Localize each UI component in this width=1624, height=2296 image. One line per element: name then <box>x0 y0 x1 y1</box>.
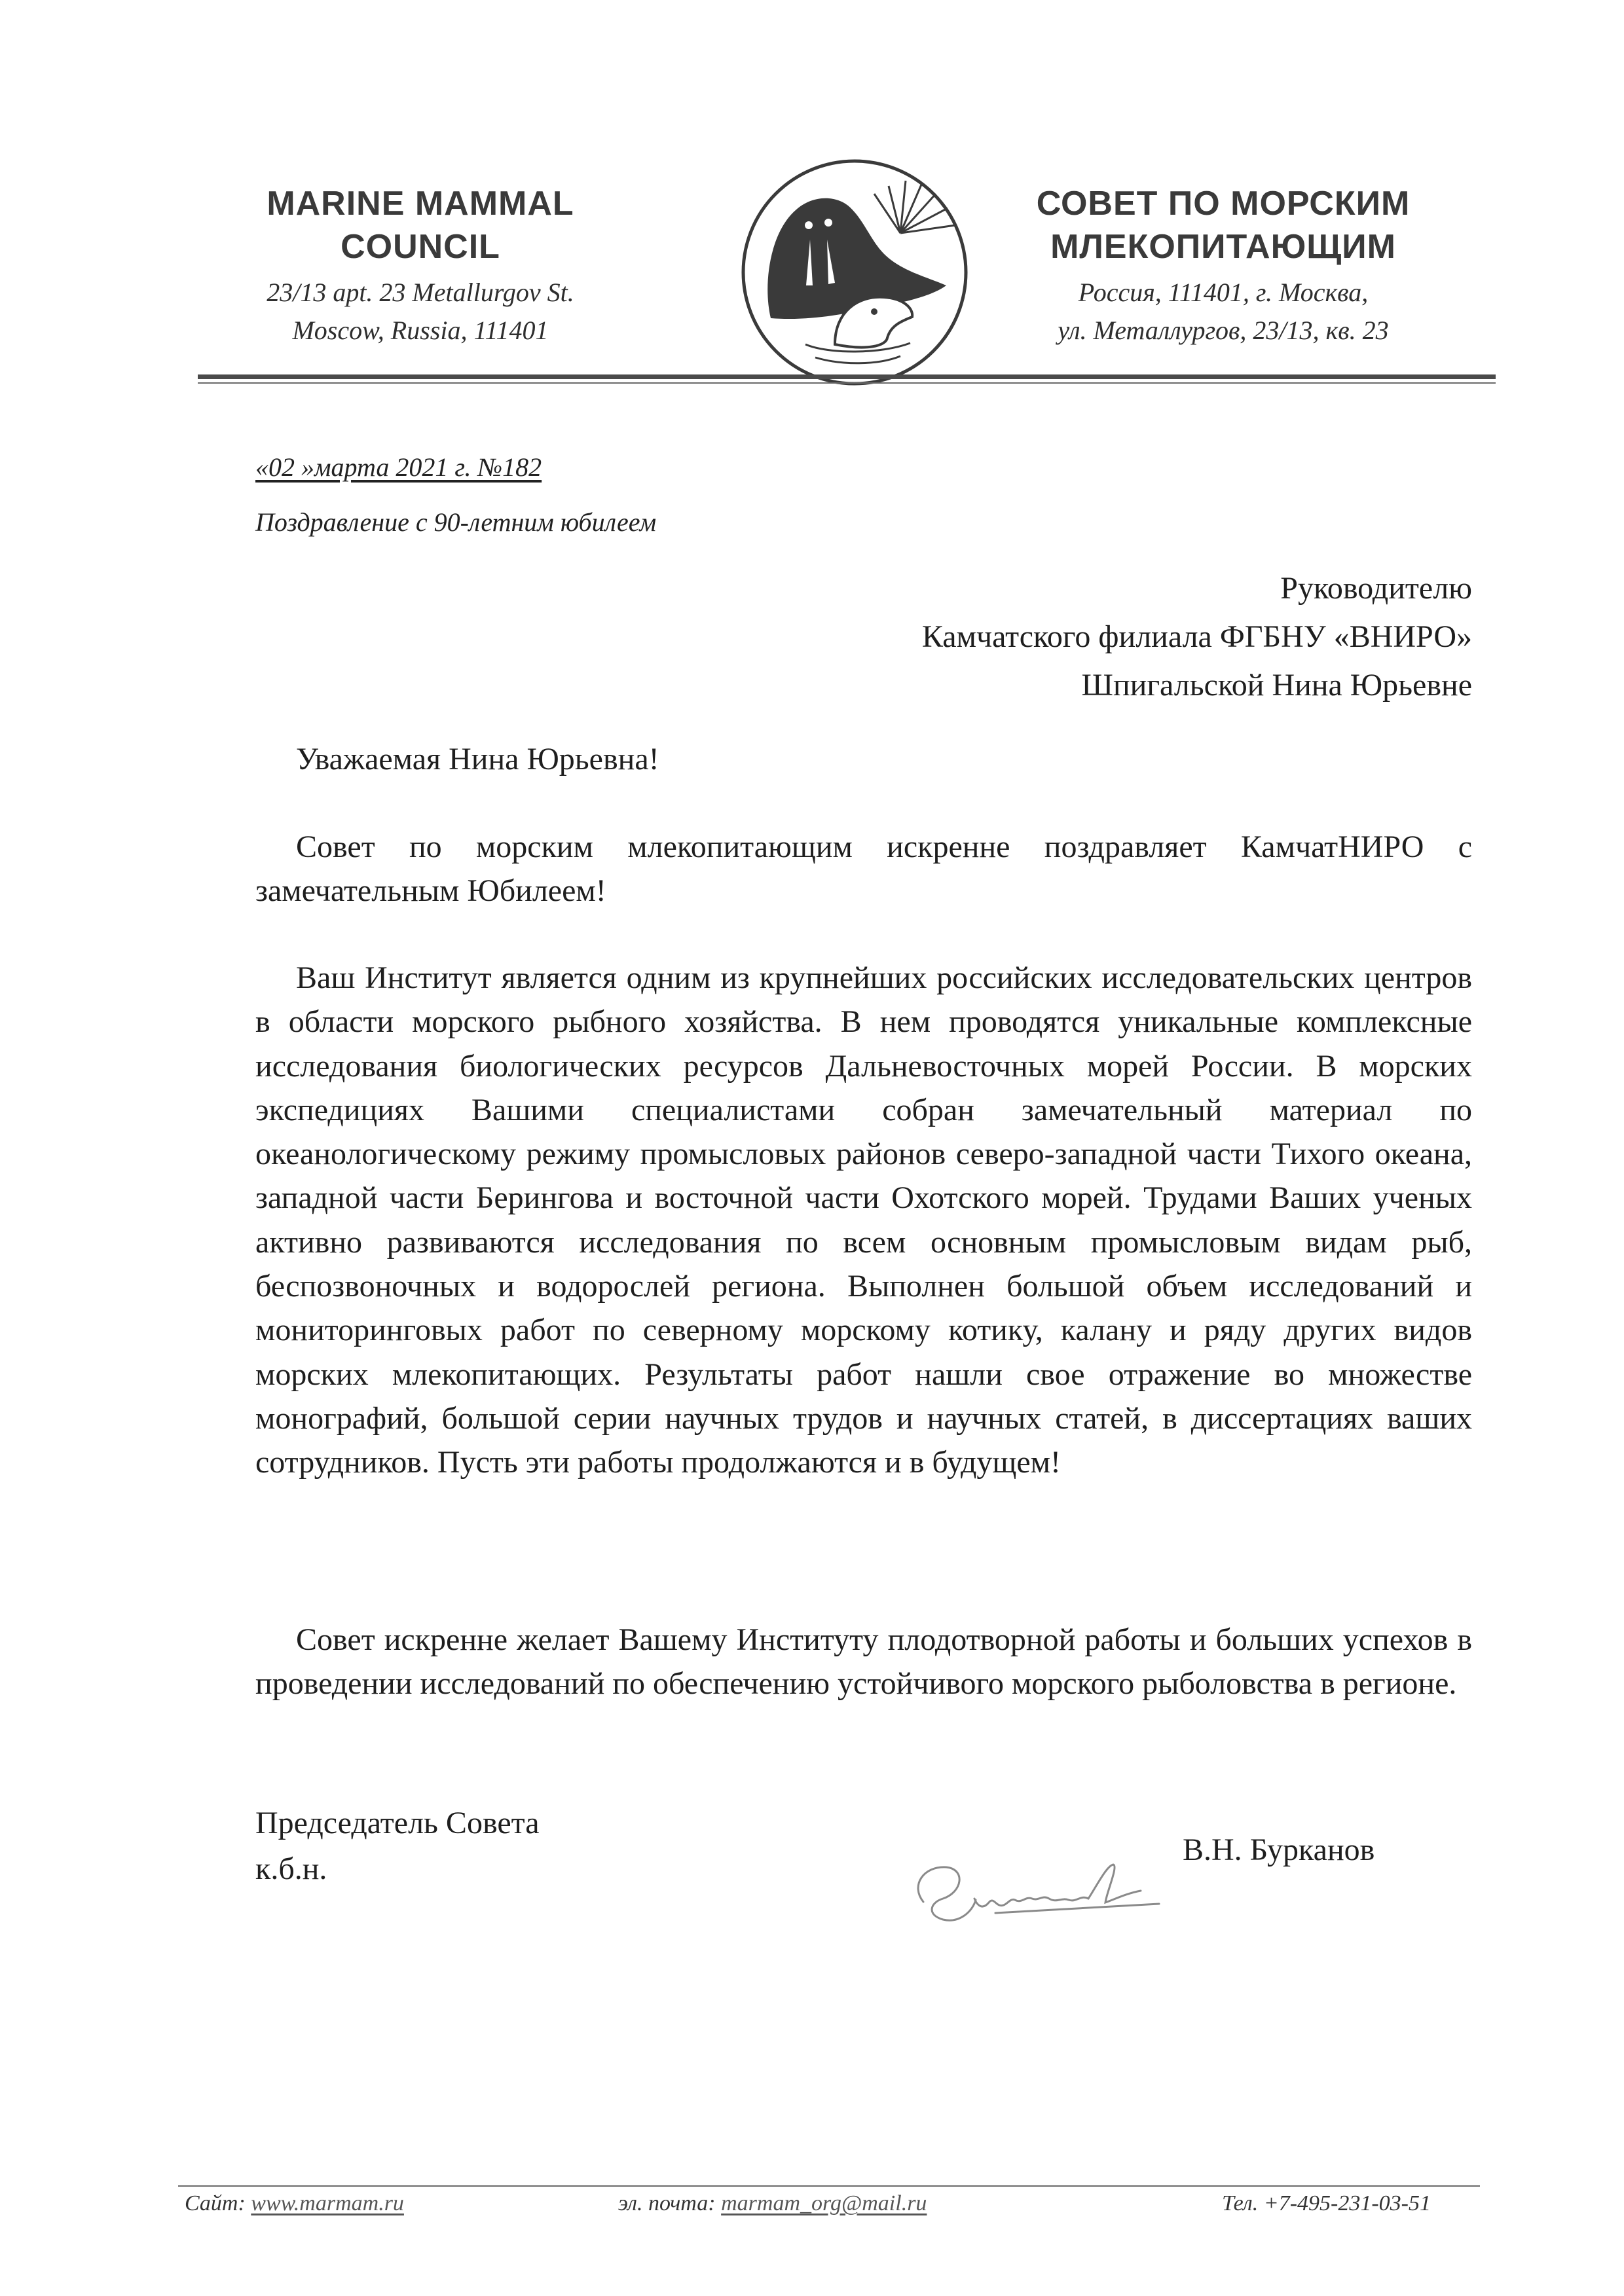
addressee-block <box>922 564 1472 710</box>
signatory-name: В.Н. Бурканов <box>1183 1832 1375 1867</box>
org-address-en <box>178 274 663 350</box>
footer-phone: Тел. +7-495-231-03-51 <box>1222 2191 1431 2215</box>
footer-email-link[interactable]: marmam_org@mail.ru <box>721 2191 927 2215</box>
footer-email-label: эл. почта: <box>618 2191 716 2215</box>
org-address-en-line2: Moscow, Russia, 111401 <box>292 316 549 345</box>
footer-site-link[interactable]: www.marmam.ru <box>251 2191 404 2215</box>
org-name-en-line1: MARINE MAMMAL <box>267 185 574 223</box>
footer-site-label: Сайт: <box>185 2191 246 2215</box>
org-name-ru-line2: МЛЕКОПИТАЮЩИМ <box>1050 228 1396 266</box>
body-paragraph-3: Совет искренне желает Вашему Институту плодотворной работы и больших успехов в проведении исследований по обеспечению устойчивого морского рыболовства в регионе. <box>255 1622 1472 1702</box>
letterhead-left-block <box>178 182 663 350</box>
body-paragraph-2: Ваш Институт является одним из крупнейших российских исследовательских центров в области морского рыбного хозяйства. В нем проводятся уникальные комплексные исследования биологических ресурсов Дальневосточных морей России. В морских экспедициях Вашими специалистами собран замечательный материал по океанологическому режиму промысловых районов северо-западной части Тихого океана, западной части Берингова и восточной части Охотского морей. Трудами Ваших ученых активно развиваются исследования по всем основным промысловым видам рыб, беспозвоночных и водорослей региона. Выполнен большой объем исследований и мониторинговых работ по северному морскому котику, калану и ряду других видов морских млекопитающих. Результаты работ нашли свое отражение во множестве монографий, большой серии научных трудов и научных статей, в диссертациях ваших сотрудников. Пусть эти работы продолжаются и в будущем! <box>255 960 1472 1480</box>
signatory-title <box>255 1800 540 1892</box>
org-address-en-line1: 23/13 apt. 23 Metallurgov St. <box>267 278 574 307</box>
letter-date-number: «02 »марта 2021 г. №182 <box>255 452 542 482</box>
letter-subject: Поздравление с 90-летним юбилеем <box>255 507 657 537</box>
org-name-en-line2: COUNCIL <box>341 228 500 266</box>
org-address-ru-line2: ул. Металлургов, 23/13, кв. 23 <box>1058 316 1389 345</box>
signatory-title-line2: к.б.н. <box>255 1851 327 1886</box>
org-address-ru <box>981 274 1466 350</box>
addressee-line1: Руководителю <box>1280 571 1472 606</box>
footer-email <box>618 2191 927 2216</box>
org-name-ru-line1: СОВЕТ ПО МОРСКИМ <box>1036 185 1411 223</box>
footer-divider <box>178 2185 1480 2187</box>
letterhead-right-block <box>981 182 1466 350</box>
header-divider-thin <box>198 382 1496 384</box>
walrus-seal-sun-logo-icon <box>737 155 972 390</box>
body-paragraph-1: Совет по морским млекопитающим искренне поздравляет КамчатНИРО с замечательным Юбилеем! <box>255 829 1472 909</box>
salutation: Уважаемая Нина Юрьевна! <box>296 742 659 776</box>
org-address-ru-line1: Россия, 111401, г. Москва, <box>1078 278 1369 307</box>
signatory-title-line1: Председатель Совета <box>255 1806 540 1840</box>
footer-site <box>185 2191 404 2216</box>
addressee-line2: Камчатского филиала ФГБНУ «ВНИРО» <box>921 619 1472 654</box>
handwritten-signature <box>897 1840 1172 1938</box>
addressee-line3: Шпигальской Нина Юрьевне <box>1081 668 1472 702</box>
header-divider-thick <box>198 374 1496 379</box>
